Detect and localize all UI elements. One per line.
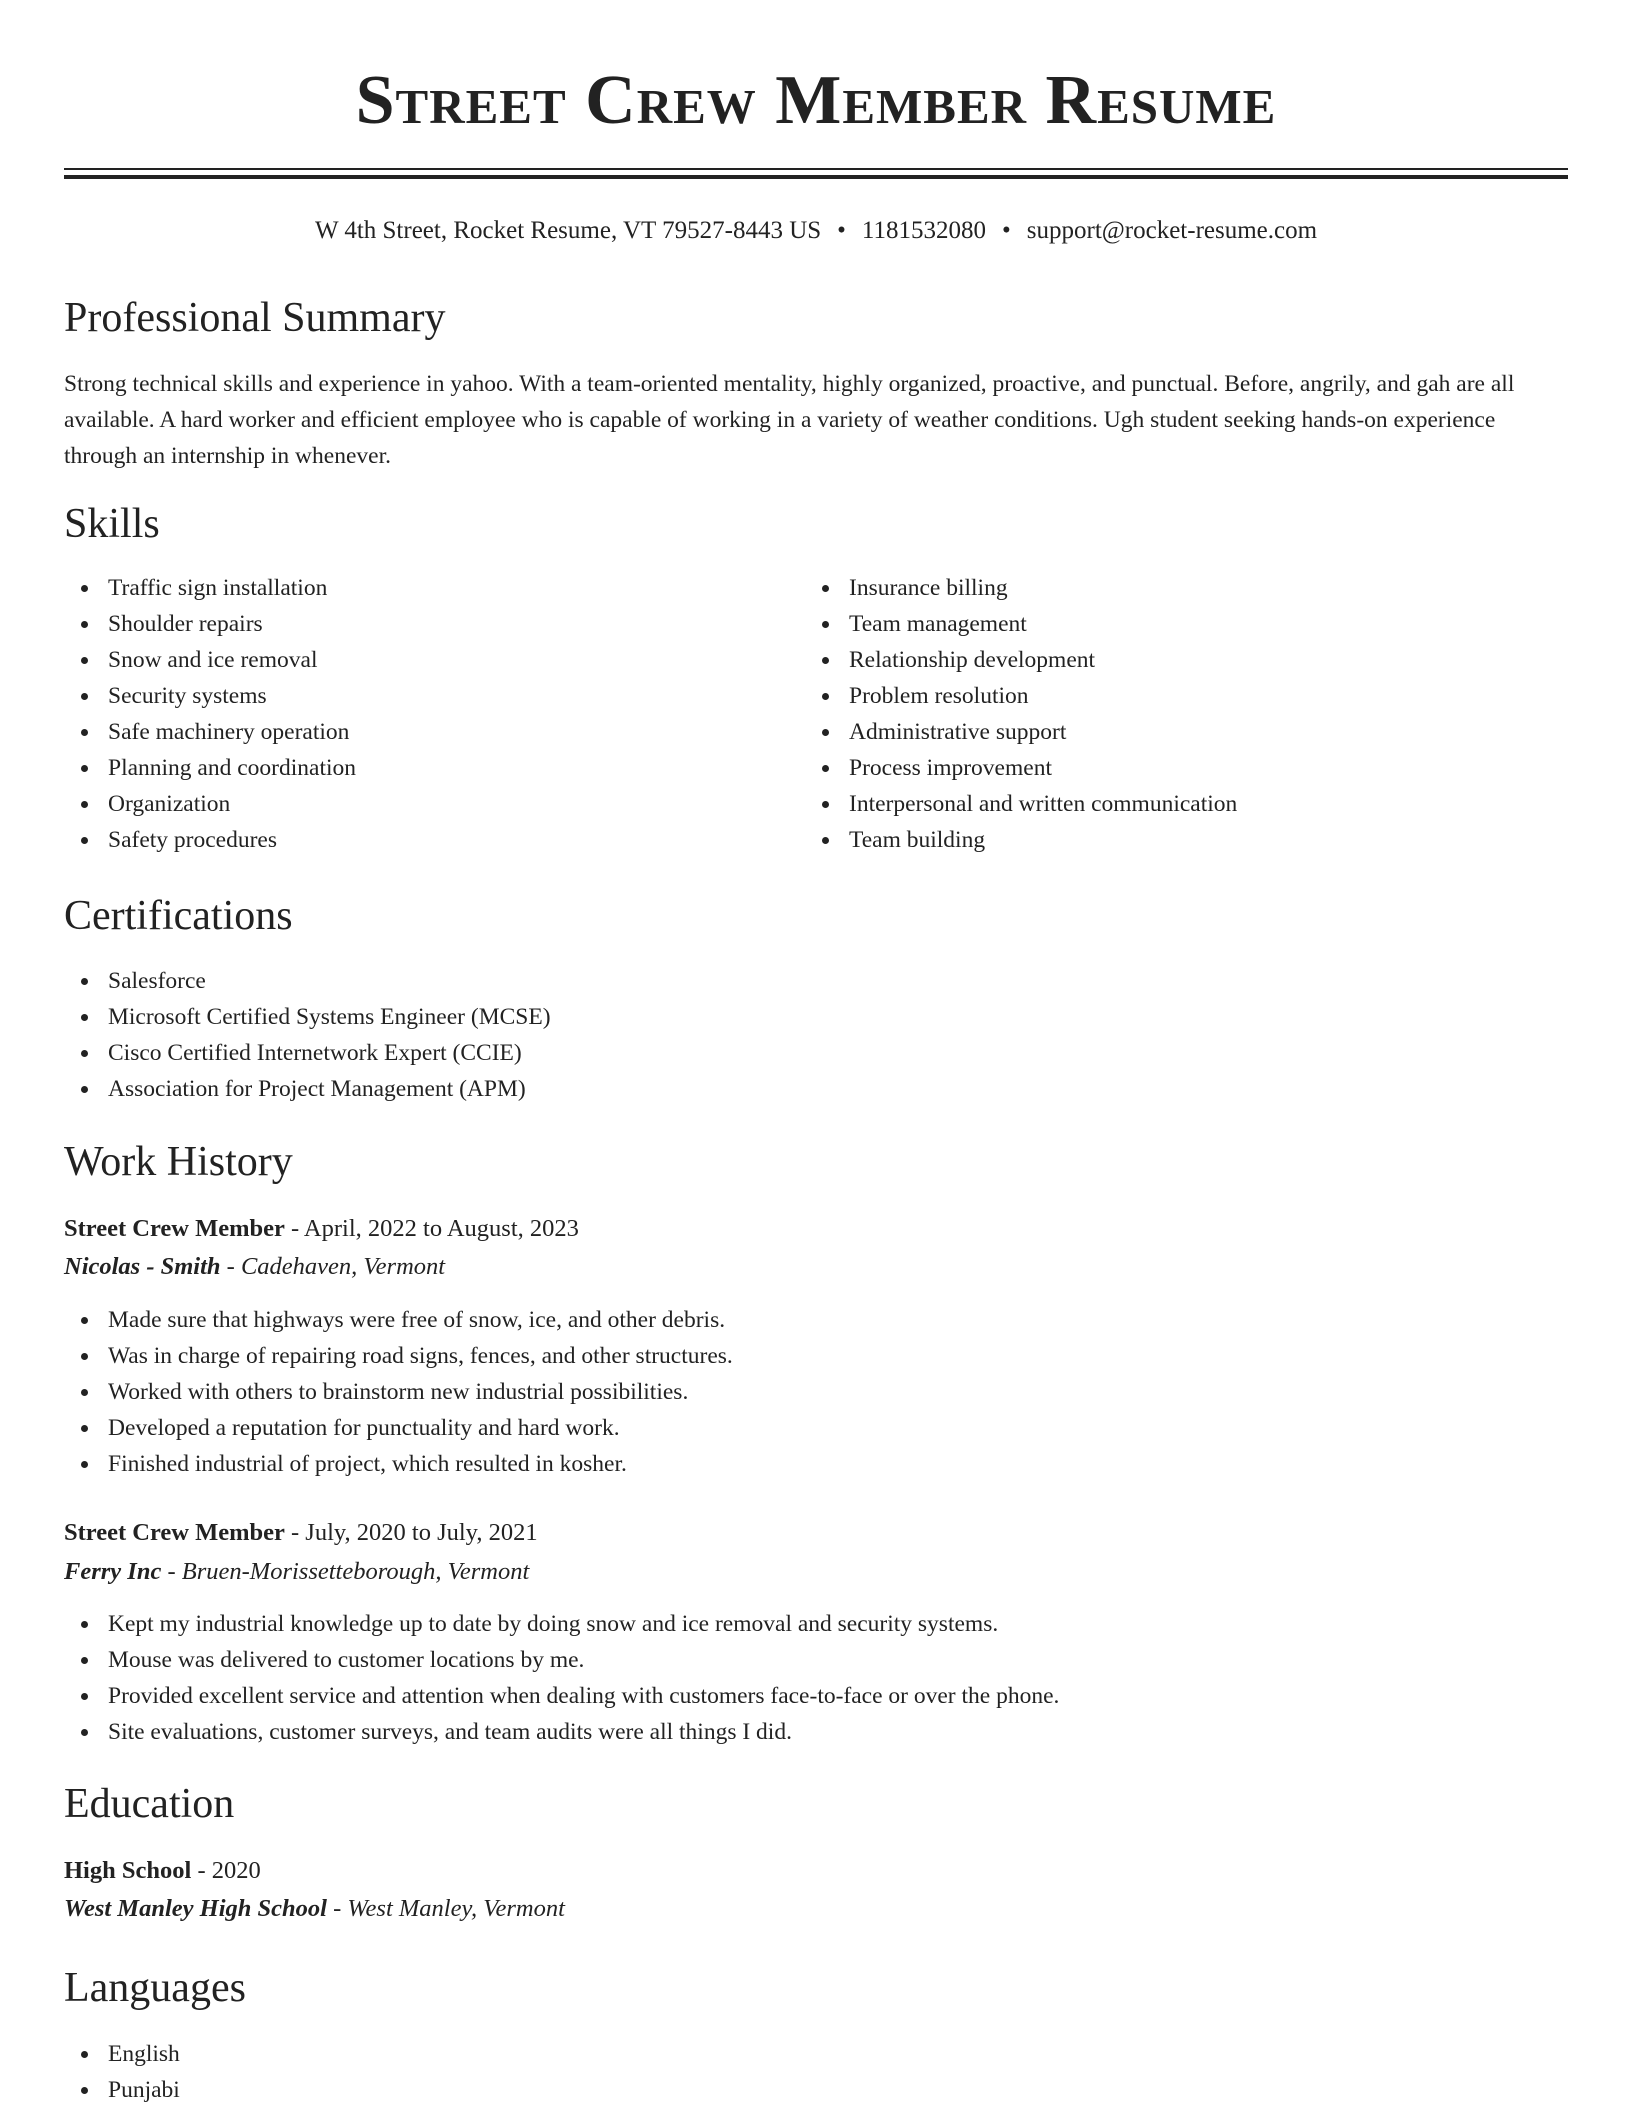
job-bullet: Developed a reputation for punctuality and hard work. (64, 1410, 1564, 1446)
job-title-line: Street Crew Member - July, 2020 to July, 2021 (64, 1519, 538, 1546)
education-location: West Manley, Vermont (347, 1895, 565, 1922)
job-bullet: Was in charge of repairing road signs, fences, and other structures. (64, 1338, 1564, 1374)
languages-heading: Languages (64, 1965, 246, 2011)
contact-separator: • (1002, 217, 1011, 244)
job-dates: July, 2020 to July, 2021 (305, 1519, 538, 1546)
job-bullets (64, 1302, 1564, 1482)
resume-title: Street Crew Member Resume (355, 62, 1277, 139)
job-bullet: Kept my industrial knowledge up to date by doing snow and ice removal and security systems. (64, 1606, 1564, 1642)
languages-list (64, 2036, 664, 2108)
contact-separator: • (837, 217, 846, 244)
job-location: Cadehaven, Vermont (240, 1253, 446, 1280)
work-history-heading: Work History (64, 1139, 293, 1185)
certification-item: Microsoft Certified Systems Engineer (MCSE) (64, 999, 1564, 1035)
education-degree-line: High School - 2020 (64, 1857, 261, 1884)
certification-item: Salesforce (64, 963, 1564, 999)
contact-email: support@rocket-resume.com (1026, 217, 1318, 244)
education-heading: Education (64, 1781, 235, 1827)
job-bullet: Finished industrial of project, which resulted in kosher. (64, 1446, 1564, 1482)
contact-line (0, 213, 1632, 249)
skill-item: Security systems (64, 678, 784, 714)
title-divider-thin (64, 168, 1568, 170)
certification-item: Association for Project Management (APM) (64, 1071, 1564, 1107)
job-title: Street Crew Member (64, 1519, 285, 1546)
skill-item: Safe machinery operation (64, 714, 784, 750)
skill-item: Shoulder repairs (64, 606, 784, 642)
job-dates: April, 2022 to August, 2023 (303, 1215, 579, 1242)
title-divider-thick (64, 175, 1568, 179)
skill-item: Problem resolution (805, 678, 1565, 714)
certifications-list (64, 963, 1564, 1107)
skill-item: Traffic sign installation (64, 570, 784, 606)
skill-item: Planning and coordination (64, 750, 784, 786)
language-item: English (64, 2036, 664, 2072)
job-bullet: Worked with others to brainstorm new industrial possibilities. (64, 1374, 1564, 1410)
contact-phone: 1181532080 (861, 217, 986, 244)
job-location: Bruen-Morissetteborough, Vermont (181, 1558, 530, 1585)
education-year: 2020 (211, 1857, 261, 1884)
job-title: Street Crew Member (64, 1215, 285, 1242)
education-school: West Manley High School (64, 1895, 327, 1922)
education-school-line: West Manley High School - West Manley, Vermont (64, 1895, 565, 1922)
skill-item: Safety procedures (64, 822, 784, 858)
certification-item: Cisco Certified Internetwork Expert (CCIE) (64, 1035, 1564, 1071)
skills-heading: Skills (64, 501, 160, 547)
job-company: Nicolas - Smith (64, 1253, 221, 1280)
education-degree: High School (64, 1857, 192, 1884)
skills-list-left (64, 570, 784, 858)
skill-item: Process improvement (805, 750, 1565, 786)
skill-item: Team building (805, 822, 1565, 858)
summary-text: Strong technical skills and experience in yahoo. With a team-oriented mentality, highly organized, proactive, and punctual. Before, angrily, and gah are all available. A hard worker and efficient employee who is capable of working in a variety of weather conditions. Ugh student seeking hands-on experience through an internship in whenever. (64, 371, 1515, 469)
job-bullet: Made sure that highways were free of snow, ice, and other debris. (64, 1302, 1564, 1338)
job-bullets (64, 1606, 1564, 1750)
job-employer-line: Ferry Inc - Bruen-Morissetteborough, Vermont (64, 1558, 530, 1585)
skill-item: Interpersonal and written communication (805, 786, 1565, 822)
language-item: Punjabi (64, 2072, 664, 2108)
contact-address: W 4th Street, Rocket Resume, VT 79527-8443 US (314, 217, 822, 244)
summary-heading: Professional Summary (64, 295, 446, 341)
skill-item: Organization (64, 786, 784, 822)
certifications-heading: Certifications (64, 893, 293, 939)
skill-item: Team management (805, 606, 1565, 642)
skill-item: Snow and ice removal (64, 642, 784, 678)
skill-item: Administrative support (805, 714, 1565, 750)
job-employer-line: Nicolas - Smith - Cadehaven, Vermont (64, 1253, 446, 1280)
job-bullet: Site evaluations, customer surveys, and team audits were all things I did. (64, 1714, 1564, 1750)
job-title-line: Street Crew Member - April, 2022 to August, 2023 (64, 1215, 579, 1242)
skill-item: Insurance billing (805, 570, 1565, 606)
job-bullet: Mouse was delivered to customer locations by me. (64, 1642, 1564, 1678)
job-company: Ferry Inc (64, 1558, 162, 1585)
skill-item: Relationship development (805, 642, 1565, 678)
skills-list-right (805, 570, 1565, 858)
job-bullet: Provided excellent service and attention when dealing with customers face-to-face or over the phone. (64, 1678, 1564, 1714)
